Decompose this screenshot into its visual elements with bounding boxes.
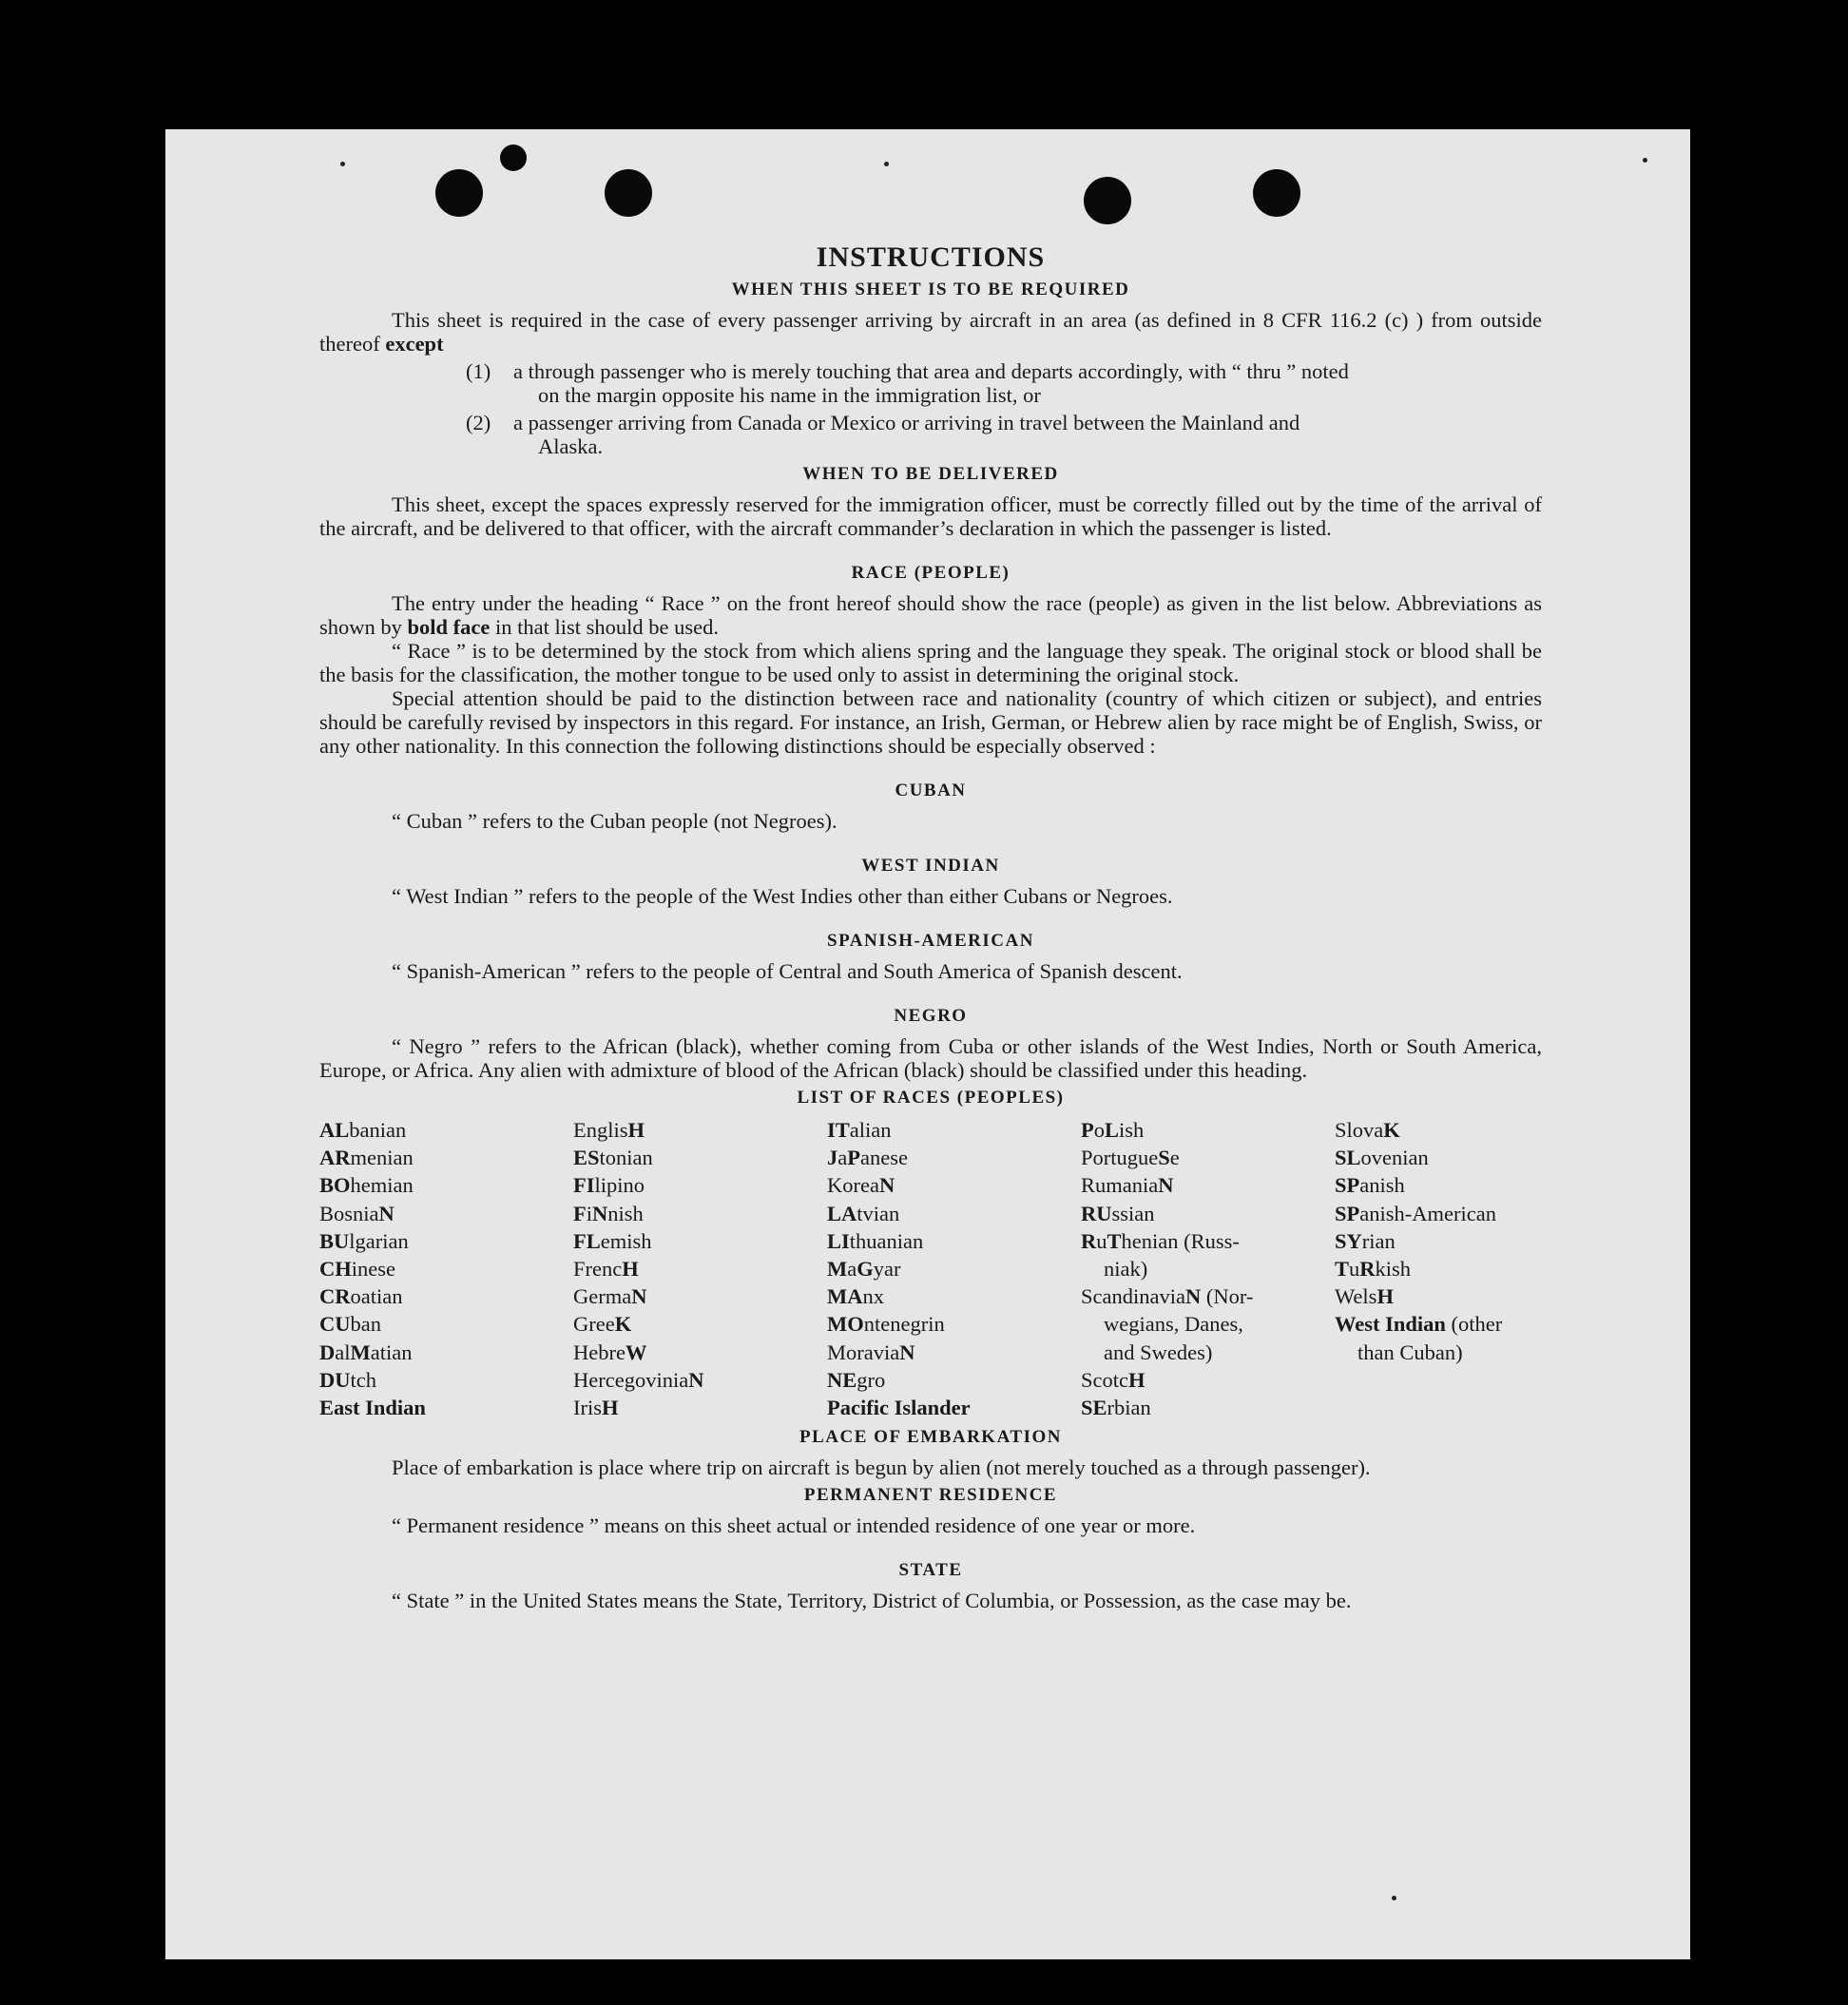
race-entry: SlovaK: [1335, 1118, 1400, 1142]
paragraph-embarkation: Place of embarkation is place where trip on aircraft is begun by alien (not merely touched as a through passenger).: [392, 1456, 1371, 1480]
race-column: [1081, 1116, 1335, 1421]
race-entry: RumaniaN: [1081, 1173, 1174, 1198]
heading-when-delivered: WHEN TO BE DELIVERED: [802, 464, 1059, 484]
paragraph-cuban: “ Cuban ” refers to the Cuban people (not Negroes).: [392, 809, 837, 833]
race-entry: EStonian: [573, 1146, 653, 1170]
punch-hole: [605, 169, 652, 217]
heading-list-of-races: LIST OF RACES (PEOPLES): [797, 1088, 1065, 1108]
race-entry: MoraviaN: [827, 1340, 915, 1364]
race-entry: FrencH: [573, 1257, 639, 1282]
race-entry: than Cuban): [1357, 1340, 1463, 1364]
speck: [340, 162, 345, 166]
race-entry: ARmenian: [319, 1146, 414, 1170]
race-entry: SPanish-American: [1335, 1201, 1496, 1225]
race-entry: GreeK: [573, 1312, 632, 1337]
heading-when-required: WHEN THIS SHEET IS TO BE REQUIRED: [731, 280, 1130, 299]
paragraph-spanish-american: “ Spanish-American ” refers to the people of Central and South America of Spanish descent.: [392, 959, 1183, 983]
race-entry: MAnx: [827, 1284, 884, 1309]
race-column: [573, 1116, 827, 1421]
race-entry: KoreaN: [827, 1173, 895, 1198]
race-entry: CHinese: [319, 1257, 395, 1282]
paragraph-when-required: This sheet is required in the case of every passenger arriving by aircraft in an area (as defined in 8 CFR 116.2 (c) ) from outside thereof except: [319, 308, 1542, 356]
paragraph-residence: “ Permanent residence ” means on this sheet actual or intended residence of one year or more.: [392, 1513, 1196, 1538]
race-entry: CRoatian: [319, 1284, 403, 1309]
race-entry: RuThenian (Russ-: [1081, 1228, 1240, 1253]
race-entry: NEgro: [827, 1367, 886, 1392]
race-entry: PoLish: [1081, 1118, 1145, 1142]
race-entry: FiNnish: [573, 1201, 644, 1225]
race-entry: Pacific Islander: [827, 1396, 971, 1420]
race-entry: JaPanese: [827, 1146, 908, 1170]
race-entry: MOntenegrin: [827, 1312, 945, 1337]
speck: [1392, 1896, 1396, 1900]
race-entry: HercegoviniaN: [573, 1367, 704, 1392]
race-entry: ScotcH: [1081, 1367, 1145, 1392]
race-entry: BOhemian: [319, 1173, 414, 1198]
document-sheet: [165, 129, 1690, 1959]
race-entry: TuRkish: [1335, 1257, 1412, 1282]
speck: [1643, 158, 1647, 163]
race-column: [827, 1116, 1081, 1421]
races-list: [319, 1116, 1542, 1421]
race-entry: LIthuanian: [827, 1228, 924, 1253]
paragraph-state: “ State ” in the United States means the State, Territory, District of Columbia, or Possession, as the case may be.: [392, 1589, 1352, 1613]
paragraph-race-1: The entry under the heading “ Race ” on the front hereof should show the race (people) as given in the list below. Abbreviations as shown by bold face in that list should be used.: [319, 591, 1542, 639]
heading-spanish-american: SPANISH-AMERICAN: [827, 931, 1034, 951]
race-entry: ITalian: [827, 1118, 892, 1142]
heading-residence: PERMANENT RESIDENCE: [803, 1485, 1058, 1506]
race-entry: SErbian: [1081, 1396, 1151, 1420]
race-column: [319, 1116, 573, 1421]
race-entry: ALbanian: [319, 1118, 407, 1142]
race-entry: East Indian: [319, 1396, 426, 1420]
list-item: (2) a passenger arriving from Canada or Mexico or arriving in travel between the Mainland and Alaska.: [466, 411, 1300, 458]
race-entry: BosniaN: [319, 1201, 395, 1225]
race-entry: RUssian: [1081, 1201, 1155, 1225]
race-entry: and Swedes): [1104, 1340, 1213, 1364]
race-entry: CUban: [319, 1312, 381, 1337]
race-entry: EnglisH: [573, 1118, 645, 1142]
race-entry: niak): [1104, 1257, 1148, 1282]
page-title: INSTRUCTIONS: [816, 241, 1046, 273]
speck: [884, 162, 889, 166]
race-entry: ScandinaviaN (Nor-: [1081, 1284, 1254, 1309]
heading-race: RACE (PEOPLE): [851, 563, 1011, 583]
paragraph-negro: “ Negro ” refers to the African (black), whether coming from Cuba or other islands of the West Indies, North or South America, Europe, or Africa. Any alien with admixture of blood of the African (black) should be classified under this heading.: [319, 1034, 1542, 1082]
race-entry: SYrian: [1335, 1228, 1396, 1253]
race-entry: PortugueSe: [1081, 1146, 1180, 1170]
race-column: [1335, 1116, 1542, 1421]
punch-hole: [1253, 169, 1300, 217]
race-entry: West Indian (other: [1335, 1312, 1503, 1337]
heading-embarkation: PLACE OF EMBARKATION: [799, 1427, 1062, 1448]
race-entry: FIlipino: [573, 1173, 645, 1198]
paragraph-west-indian: “ West Indian ” refers to the people of the West Indies other than either Cubans or Negroes.: [392, 884, 1173, 908]
punch-hole: [500, 145, 527, 171]
race-entry: BUlgarian: [319, 1228, 409, 1253]
race-entry: DUtch: [319, 1367, 376, 1392]
race-entry: LAtvian: [827, 1201, 900, 1225]
race-entry: wegians, Danes,: [1104, 1312, 1243, 1337]
heading-cuban: CUBAN: [895, 781, 967, 800]
paragraph-race-2: “ Race ” is to be determined by the stock from which aliens spring and the language they speak. The original stock or blood shall be the basis for the classification, the mother tongue to be used only to assist in determining the original stock.: [319, 639, 1542, 686]
heading-state: STATE: [898, 1560, 963, 1581]
paragraph-when-delivered: This sheet, except the spaces expressly reserved for the immigration officer, must be correctly filled out by the time of the arrival of the aircraft, and be delivered to that officer, with the aircraft commander’s declaration in which the passenger is listed.: [319, 492, 1542, 540]
heading-west-indian: WEST INDIAN: [861, 856, 1000, 876]
race-entry: SPanish: [1335, 1173, 1405, 1198]
race-entry: DalMatian: [319, 1340, 413, 1364]
paragraph-race-3: Special attention should be paid to the distinction between race and nationality (country of which citizen or subject), and entries should be carefully revised by inspectors in this regard. For instance, an Irish, German, or Hebrew alien by race might be of English, Swiss, or any other nationality. In this connection the following distinctions should be especially observed :: [319, 686, 1542, 758]
race-entry: WelsH: [1335, 1284, 1394, 1309]
punch-hole: [1084, 177, 1131, 224]
race-entry: HebreW: [573, 1340, 647, 1364]
race-entry: MaGyar: [827, 1257, 901, 1282]
race-entry: SLovenian: [1335, 1146, 1429, 1170]
punch-hole: [435, 169, 483, 217]
race-entry: IrisH: [573, 1396, 619, 1420]
heading-negro: NEGRO: [894, 1006, 968, 1026]
race-entry: GermaN: [573, 1284, 647, 1309]
list-item: (1) a through passenger who is merely touching that area and departs accordingly, with “ thru ” noted on the margin opposite his name in the immigration list, or: [466, 359, 1349, 407]
race-entry: FLemish: [573, 1228, 652, 1253]
